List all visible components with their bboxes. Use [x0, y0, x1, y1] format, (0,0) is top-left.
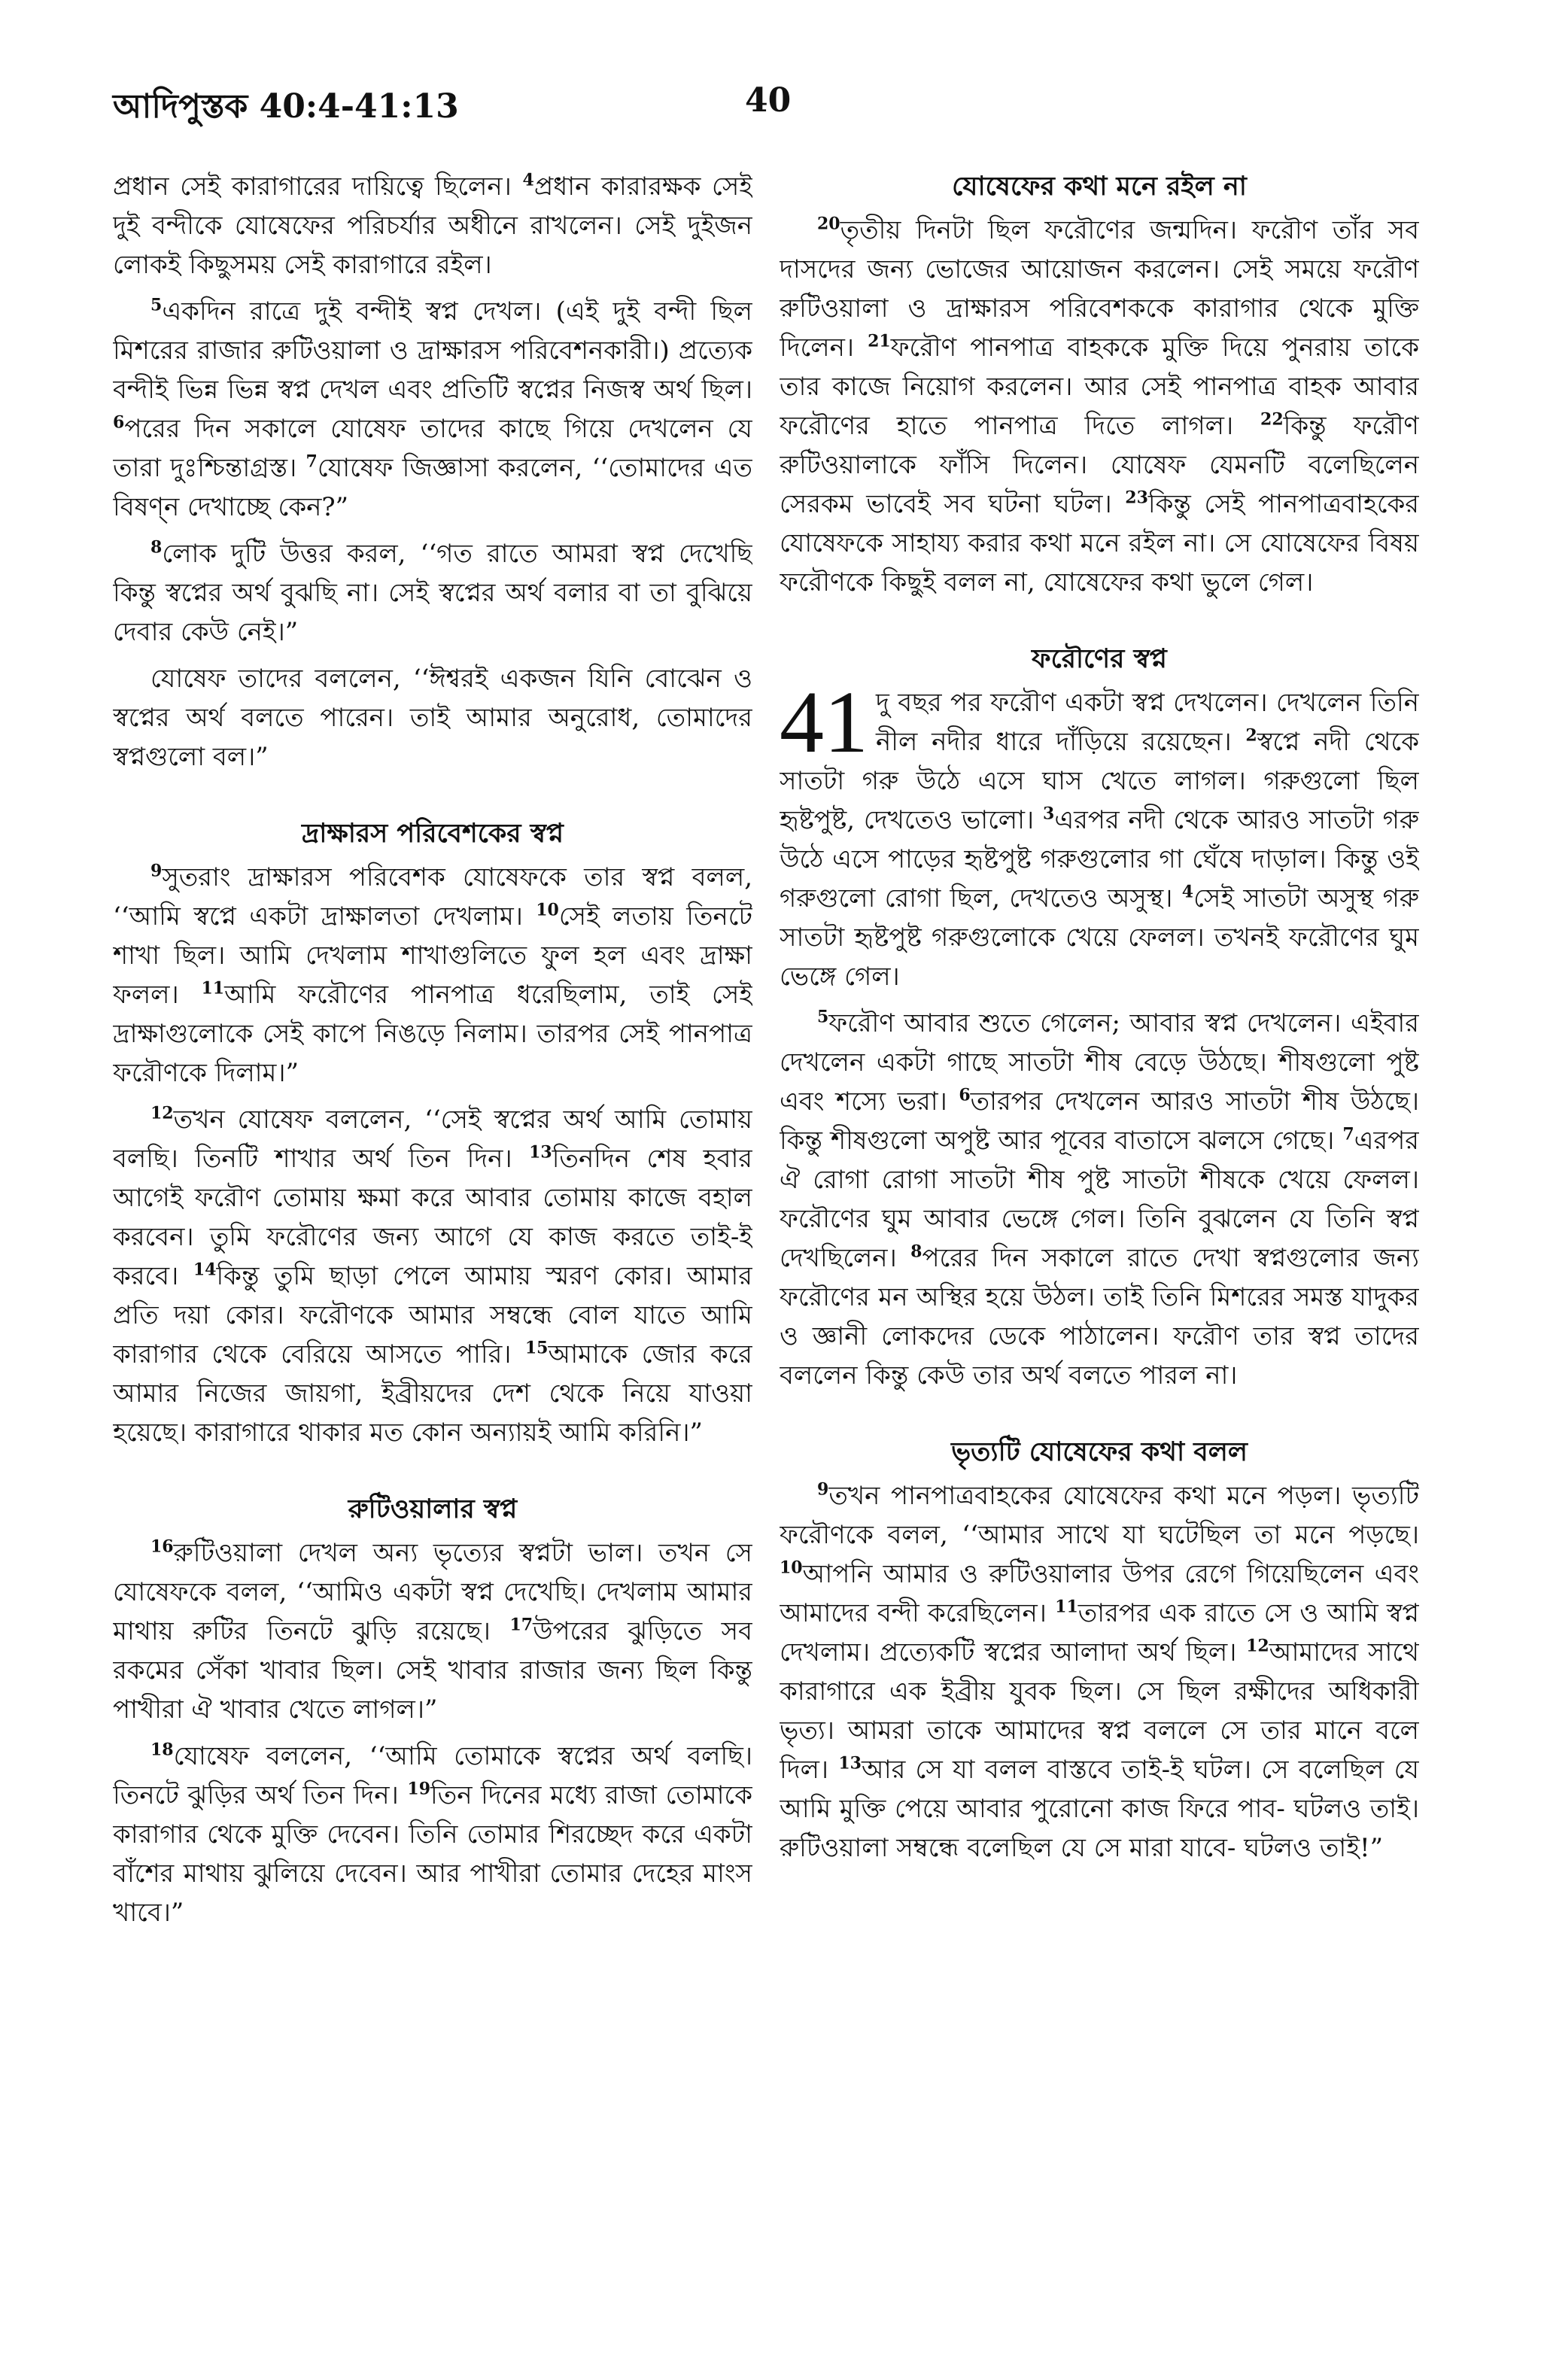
- verse-text: পরের দিন সকালে রাতে দেখা স্বপ্নগুলোর জন্য ফরৌণের মন অস্থির হয়ে উঠল। তাই তিনি মিশরের সমস্ত যাদুকর ও জ্ঞানী লোকদের ডেকে পাঠালেন। ফরৌণ তার স্বপ্ন তাদের বললেন কিন্তু কেউ তার অর্থ বলতে পারল না।: [780, 1243, 1419, 1391]
- paragraph: [780, 673, 1419, 996]
- verse-text: এরপর নদী থেকে আরও সাতটা গরু উঠে এসে পাড়ের হৃষ্টপুষ্ট গরুগুলোর গা ঘেঁষে দাড়াল। কিন্তু ওই গরুগুলো রোগা ছিল, দেখতেও অসুস্থ।: [780, 805, 1419, 913]
- verse-number: 23: [1125, 488, 1148, 508]
- verse-text: আপনি আমার ও রুটিওয়ালার উপর রেগে গিয়েছিলেন এবং আমাদের বন্দী করেছিলেন।: [780, 1559, 1419, 1628]
- verse-text: আমাকে জোর করে আমার নিজের জায়গা, ইব্রীয়দের দেশ থেকে নিয়ে যাওয়া হয়েছে। কারাগারে থাকার মত কোন অন্যায়ই আমি করিনি।”: [113, 1339, 752, 1448]
- section-heading: যোষেফের কথা মনে রইল না: [952, 171, 1247, 202]
- verse-text: সেই লতায় তিনটে শাখা ছিল। আমি দেখলাম শাখাগুলিতে ফুল হল এবং দ্রাক্ষা ফলল।: [113, 901, 752, 1010]
- verse-text: আমি ফরৌণের পানপাত্র ধরেছিলাম, তাই সেই দ্রাক্ষাগুলোকে সেই কাপে নিঙড়ে নিলাম। তারপর সেই পানপাত্র ফরৌণকে দিলাম।”: [113, 980, 752, 1088]
- verse-number: 6: [113, 412, 125, 433]
- verse-text: একদিন রাত্রে দুই বন্দীই স্বপ্ন দেখল। (এই দুই বন্দী ছিল মিশরের রাজার রুটিওয়ালা ও দ্রাক্ষারস পরিবেশনকারী।) প্রত্যেক বন্দীই ভিন্ন ভিন্ন স্বপ্ন দেখল এবং প্রতিটি স্বপ্নের নিজস্ব অর্থ ছিল।: [113, 296, 752, 405]
- verse-number: 13: [529, 1142, 552, 1163]
- verse-number: 8: [910, 1242, 922, 1262]
- verse-number: 6: [959, 1085, 971, 1105]
- verse-number: 4: [522, 170, 534, 190]
- verse-number: 16: [150, 1537, 174, 1557]
- verse-text: ফরৌণ আবার শুতে গেলেন; আবার স্বপ্ন দেখলেন। এইবার দেখলেন একটা গাছে সাতটা শীষ বেড়ে উঠছে। শীষগুলো পুষ্ট এবং শস্যে ভরা।: [780, 1008, 1419, 1117]
- verse-text: স্বপ্নে নদী থেকে সাতটা গরু উঠে এসে ঘাস খেতে লাগল। গরুগুলো ছিল হৃষ্টপুষ্ট, দেখতেও ভালো।: [780, 727, 1419, 835]
- verse-text: তখন পানপাত্রবাহকের যোষেফের কথা মনে পড়ল। ভৃত্যটি ফরৌণকে বলল, ‘‘আমার সাথে যা ঘটেছিল তা মনে পড়ছে।: [780, 1481, 1419, 1550]
- verse-number: 18: [150, 1740, 174, 1760]
- section-heading: দ্রাক্ষারস পরিবেশকের স্বপ্ন: [301, 818, 564, 849]
- verse-number: 13: [838, 1753, 862, 1774]
- verse-text: যোষেফ তাদের বললেন, ‘‘ঈশ্বরই একজন যিনি বোঝেন ও স্বপ্নের অর্থ বলতে পারেন। তাই আমার অনুরোধ, তোমাদের স্বপ্নগুলো বল।”: [113, 664, 752, 772]
- verse-text: কিন্তু সেই পানপাত্রবাহকের যোষেফকে সাহায্য করার কথা মনে রইল না। সে যোষেফের বিষয় ফরৌণকে কিছুই বলল না, যোষেফের কথা ভুলে গেল।: [780, 489, 1419, 597]
- paragraph: [113, 1533, 752, 1729]
- paragraph: [113, 1100, 752, 1452]
- verse-text: আমাদের সাথে কারাগারে এক ইব্রীয় যুবক ছিল। সে ছিল রক্ষীদের অধিকারী ভৃত্য। আমরা তাকে আমাদের স্বপ্ন বললে সে তার মানে বলে দিল।: [780, 1637, 1419, 1785]
- book-reference: আদিপুস্তক 40:4-41:13: [113, 87, 459, 126]
- verse-number: 21: [868, 331, 891, 351]
- verse-text: কিন্তু ফরৌণ রুটিওয়ালাকে ফাঁসি দিলেন। যোষেফ যেমনটি বলেছিলেন সেরকম ভাবেই সব ঘটনা ঘটল।: [780, 411, 1419, 519]
- verse-number: 7: [305, 451, 318, 472]
- verse-number: 7: [1342, 1124, 1354, 1144]
- chapter-number: 41: [780, 673, 868, 771]
- verse-number: 2: [1245, 725, 1257, 746]
- verse-number: 5: [817, 1007, 829, 1027]
- verse-text: তিনদিন শেষ হবার আগেই ফরৌণ তোমায় ক্ষমা করে আবার তোমায় কাজে বহাল করবেন। তুমি ফরৌণের জন্য আগে যে কাজ করতে তাই-ই করবে।: [113, 1144, 752, 1291]
- paragraph: [780, 1004, 1419, 1395]
- verse-text: যোষেফ বললেন, ‘‘আমি তোমাকে স্বপ্নের অর্থ বলছি। তিনটে ঝুড়ির অর্থ তিন দিন।: [113, 1741, 752, 1810]
- verse-text: লোক দুটি উত্তর করল, ‘‘গত রাতে আমরা স্বপ্ন দেখেছি কিন্তু স্বপ্নের অর্থ বুঝছি না। সেই স্বপ্নের অর্থ বলার বা তা বুঝিয়ে দেবার কেউ নেই।”: [113, 539, 752, 647]
- section-heading: ভৃত্যটি যোষেফের কথা বলল: [951, 1436, 1248, 1467]
- chapter-block: [780, 673, 1419, 996]
- verse-text: প্রধান কারারক্ষক সেই দুই বন্দীকে যোষেফের পরিচর্যার অধীনে রাখলেন। সেই দুইজন লোকই কিছুসময় সেই কারাগারে রইল।: [113, 172, 752, 280]
- verse-number: 12: [1246, 1636, 1269, 1656]
- verse-number: 10: [536, 900, 559, 920]
- verse-number: 17: [509, 1615, 533, 1635]
- verse-text: আর সে যা বলল বাস্তবে তাই-ই ঘটল। সে বলেছিল যে আমি মুক্তি পেয়ে আবার পুরোনো কাজ ফিরে পাব- ঘটলও তাই। রুটিওয়ালা সম্বন্ধে বলেছিল যে সে মারা যাবে- ঘটলও তাই!”: [780, 1755, 1419, 1863]
- verse-number: 5: [150, 295, 163, 315]
- verse-text: তারপর এক রাতে সে ও আমি স্বপ্ন দেখলাম। প্রত্যেকটি স্বপ্নের আলাদা অর্থ ছিল।: [780, 1598, 1419, 1667]
- page-header: [113, 81, 1430, 134]
- verse-text: তৃতীয় দিনটা ছিল ফরৌণের জন্মদিন। ফরৌণ তাঁর সব দাসদের জন্য ভোজের আয়োজন করলেন। সেই সময়ে ফরৌণ রুটিওয়ালা ও দ্রাক্ষারস পরিবেশককে কারাগার থেকে মুক্তি দিলেন।: [780, 215, 1419, 363]
- verse-number: 15: [524, 1338, 549, 1358]
- verse-number: 9: [817, 1479, 829, 1500]
- right-column: [780, 167, 1419, 2335]
- verse-text: তিন দিনের মধ্যে রাজা তোমাকে কারাগার থেকে মুক্তি দেবেন। তিনি তোমার শিরচ্ছেদ করে একটা বাঁশের মাথায় ঝুলিয়ে দেবেন। আর পাখীরা তোমার দেহের মাংস খাবে।”: [113, 1780, 752, 1928]
- verse-text: যোষেফ জিজ্ঞাসা করলেন, ‘‘তোমাদের এত বিষণ্ন দেখাচ্ছে কেন?”: [113, 453, 752, 522]
- paragraph: [113, 534, 752, 652]
- verse-text: দু বছর পর ফরৌণ একটা স্বপ্ন দেখলেন। দেখলেন তিনি নীল নদীর ধারে দাঁড়িয়ে রয়েছেন।: [876, 688, 1419, 757]
- verse-text: রুটিওয়ালা দেখল অন্য ভৃত্যের স্বপ্নটা ভাল। তখন সে যোষেফকে বলল, ‘‘আমিও একটা স্বপ্ন দেখেছি। দেখলাম আমার মাথায় রুটির তিনটে ঝুড়ি রয়েছে।: [113, 1538, 752, 1646]
- paragraph: [113, 858, 752, 1093]
- verse-text: পরের দিন সকালে যোষেফ তাদের কাছে গিয়ে দেখলেন যে তারা দুঃশ্চিন্তাগ্রস্ত।: [113, 414, 752, 483]
- verse-number: 22: [1260, 409, 1284, 430]
- verse-number: 9: [150, 861, 163, 881]
- verse-number: 8: [150, 537, 163, 558]
- section-heading: ফরৌণের স্বপ্ন: [1032, 643, 1167, 674]
- verse-text: উপরের ঝুড়িতে সব রকমের সেঁকা খাবার ছিল। সেই খাবার রাজার জন্য ছিল কিন্তু পাখীরা ঐ খাবার খেতে লাগল।”: [113, 1616, 752, 1725]
- verse-text: তারপর দেখলেন আরও সাতটা শীষ উঠছে। কিন্তু শীষগুলো অপুষ্ট আর পূবের বাতাসে ঝলসে গেছে।: [780, 1087, 1419, 1156]
- paragraph: [113, 659, 752, 777]
- verse-number: 20: [817, 214, 840, 234]
- page-number: 40: [745, 81, 792, 120]
- paragraph: [113, 1737, 752, 1932]
- section-heading: রুটিওয়ালার স্বপ্ন: [348, 1494, 518, 1524]
- verse-text: প্রধান সেই কারাগারের দায়িত্বে ছিলেন।: [113, 172, 523, 202]
- verse-number: 3: [1043, 804, 1055, 824]
- verse-number: 11: [1055, 1597, 1078, 1617]
- verse-text: কিন্তু তুমি ছাড়া পেলে আমায় স্মরণ কোর। আমার প্রতি দয়া কোর। ফরৌণকে আমার সম্বন্ধে বোল যাতে আমি কারাগার থেকে বেরিয়ে আসতে পারি।: [113, 1261, 752, 1369]
- paragraph: [113, 292, 752, 527]
- verse-number: 14: [193, 1260, 217, 1280]
- verse-text: সেই সাতটা অসুস্থ গরু সাতটা হৃষ্টপুষ্ট গরুগুলোকে খেয়ে ফেলল। তখনই ফরৌণের ঘুম ভেঙ্গে গেল।: [780, 883, 1419, 992]
- verse-number: 12: [150, 1103, 174, 1123]
- verse-text: ফরৌণ পানপাত্র বাহককে মুক্তি দিয়ে পুনরায় তাকে তার কাজে নিয়োগ করলেন। আর সেই পানপাত্র বাহক আবার ফরৌণের হাতে পানপাত্র দিতে লাগল।: [780, 333, 1419, 441]
- paragraph: [780, 211, 1419, 602]
- verse-number: 11: [201, 978, 225, 999]
- verse-number: 4: [1181, 882, 1194, 902]
- paragraph: [113, 167, 752, 284]
- verse-number: 10: [780, 1558, 803, 1578]
- verse-text: তখন যোষেফ বললেন, ‘‘সেই স্বপ্নের অর্থ আমি তোমায় বলছি। তিনটি শাখার অর্থ তিন দিন।: [113, 1105, 752, 1174]
- left-column: [113, 167, 752, 2335]
- verse-text: এরপর ঐ রোগা রোগা সাতটা শীষ পুষ্ট সাতটা শীষকে খেয়ে ফেলল। ফরৌণের ঘুম আবার ভেঙ্গে গেল। তিনি বুঝলেন যে তিনি স্বপ্ন দেখছিলেন।: [780, 1126, 1419, 1273]
- paragraph: [780, 1476, 1419, 1868]
- verse-text: সুতরাং দ্রাক্ষারস পরিবেশক যোষেফকে তার স্বপ্ন বলল, ‘‘আমি স্বপ্নে একটা দ্রাক্ষালতা দেখলাম।: [113, 862, 752, 932]
- verse-number: 19: [407, 1779, 431, 1799]
